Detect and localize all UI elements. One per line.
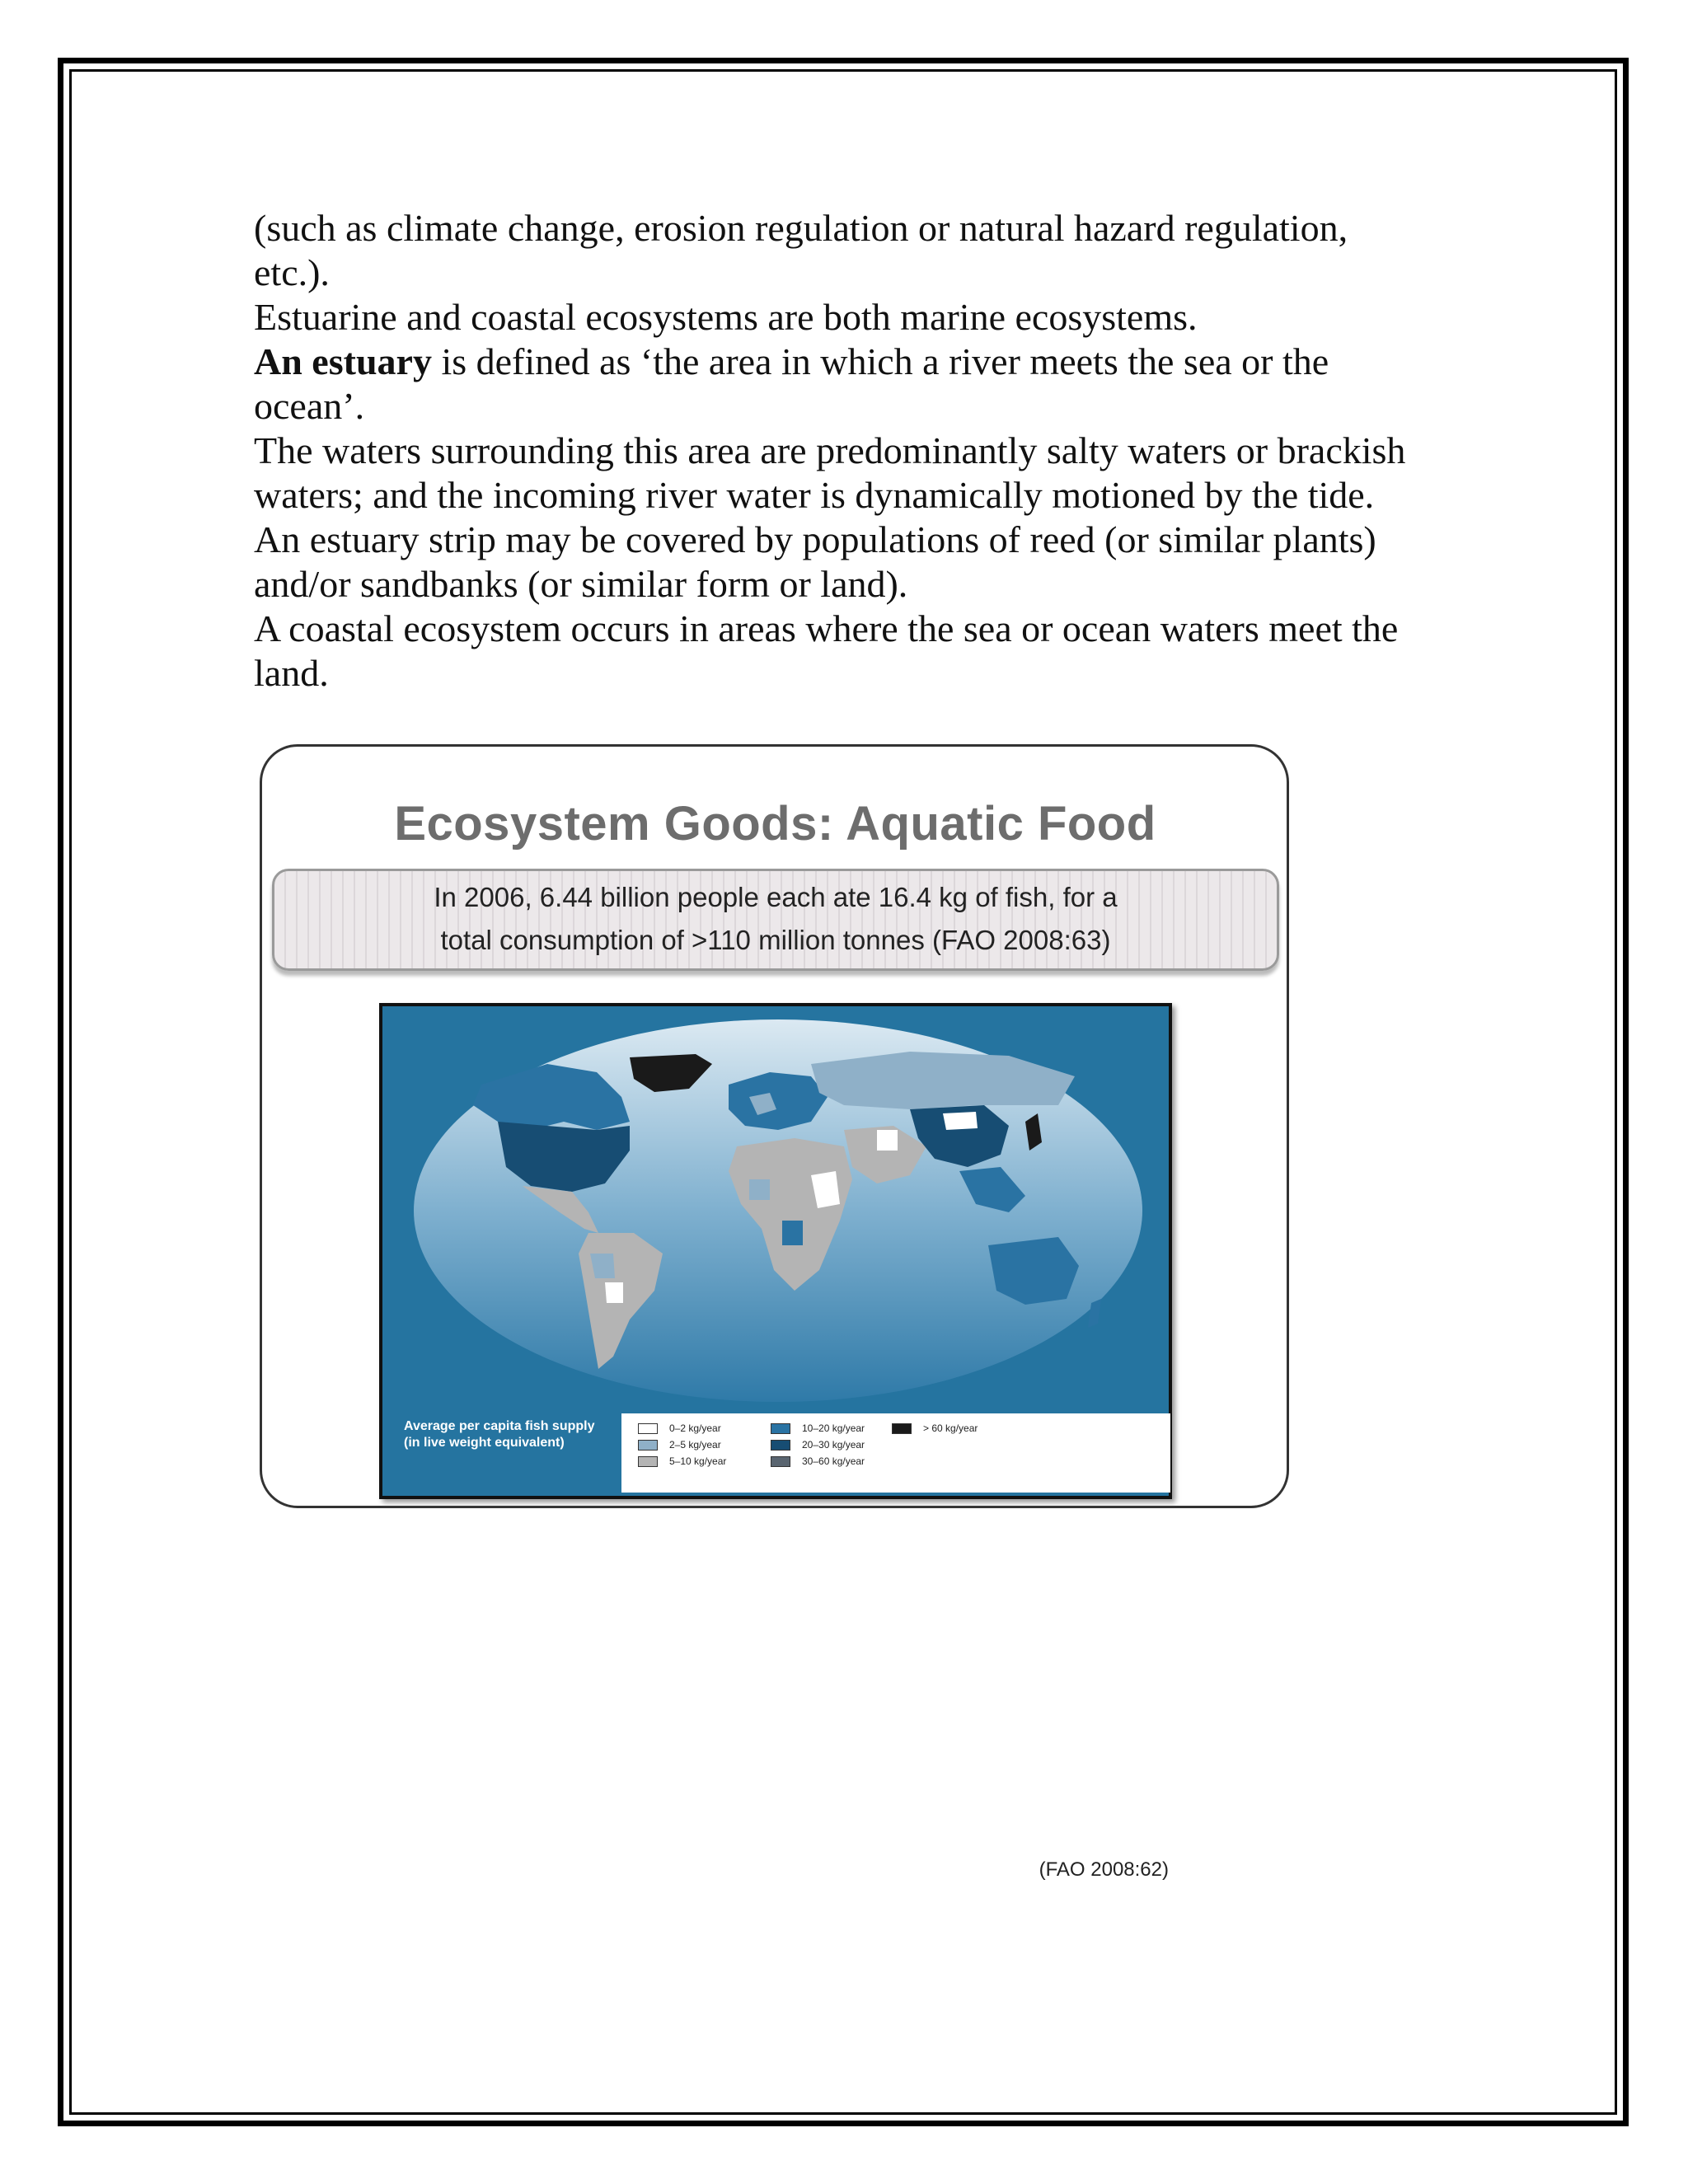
text-line: The waters surrounding this area are predominantly salty waters or brackish (254, 429, 1406, 471)
legend-swatch (638, 1456, 658, 1467)
map-source: (FAO 2008:62) (1039, 1858, 1169, 1881)
text-line: land. (254, 652, 329, 694)
legend-item (638, 1422, 721, 1435)
legend-item (638, 1455, 726, 1468)
legend-label: 2–5 kg/year (669, 1439, 721, 1451)
legend-swatch (638, 1423, 658, 1434)
text-line: (such as climate change, erosion regulation or natural hazard regulation, (254, 207, 1348, 249)
legend-title (404, 1418, 594, 1451)
text-line: etc.). (254, 251, 330, 293)
legend-item (771, 1455, 865, 1468)
legend-item (892, 1422, 978, 1435)
africa-region-2 (749, 1179, 770, 1200)
legend-label: > 60 kg/year (923, 1422, 978, 1434)
body-text (254, 206, 1465, 696)
legend-swatch (771, 1440, 790, 1451)
legend-swatch (771, 1456, 790, 1467)
slide-figure (260, 744, 1289, 1881)
text-line: ocean’. (254, 385, 365, 427)
legend-item (638, 1438, 721, 1451)
text-line: An estuary strip may be covered by populations of reed (or similar plants) (254, 518, 1376, 560)
legend-label: 5–10 kg/year (669, 1455, 727, 1467)
text-line: Estuarine and coastal ecosystems are both marine ecosystems. (254, 296, 1198, 338)
legend-item (771, 1422, 865, 1435)
legend-swatch (638, 1440, 658, 1451)
banner-line: total consumption of >110 million tonnes (FAO 2008:63) (440, 925, 1111, 955)
legend-label: 30–60 kg/year (802, 1455, 865, 1467)
legend (621, 1413, 1170, 1881)
legend-label: 0–2 kg/year (669, 1422, 721, 1434)
legend-label: 10–20 kg/year (802, 1422, 865, 1434)
slide-banner (272, 869, 1279, 971)
mid-east-region (877, 1130, 898, 1151)
text-line: A coastal ecosystem occurs in areas where the sea or ocean waters meet the (254, 607, 1399, 649)
legend-swatch (771, 1423, 790, 1434)
world-map (379, 1003, 1172, 1881)
text-fragment: is defined as ‘the area in which a river meets the sea or the (431, 340, 1329, 382)
text-line: and/or sandbanks (or similar form or land). (254, 563, 908, 605)
legend-label: 20–30 kg/year (802, 1439, 865, 1451)
estuary-definition (254, 340, 1465, 384)
legend-title-line: Average per capita fish supply (404, 1419, 595, 1433)
legend-title-line: (in live weight equivalent) (404, 1436, 565, 1450)
slide-title: Ecosystem Goods: Aquatic Food (394, 797, 1156, 851)
estuary-term: An estuary (254, 340, 432, 382)
banner-line: In 2006, 6.44 billion people each ate 16.4 kg of fish, for a (434, 882, 1118, 912)
mongolia (943, 1112, 978, 1130)
legend-swatch (892, 1423, 912, 1434)
sa-region-2 (605, 1282, 623, 1303)
africa-region-3 (782, 1221, 803, 1245)
legend-item (771, 1438, 865, 1451)
text-line: waters; and the incoming river water is dynamically motioned by the tide. (254, 474, 1375, 516)
